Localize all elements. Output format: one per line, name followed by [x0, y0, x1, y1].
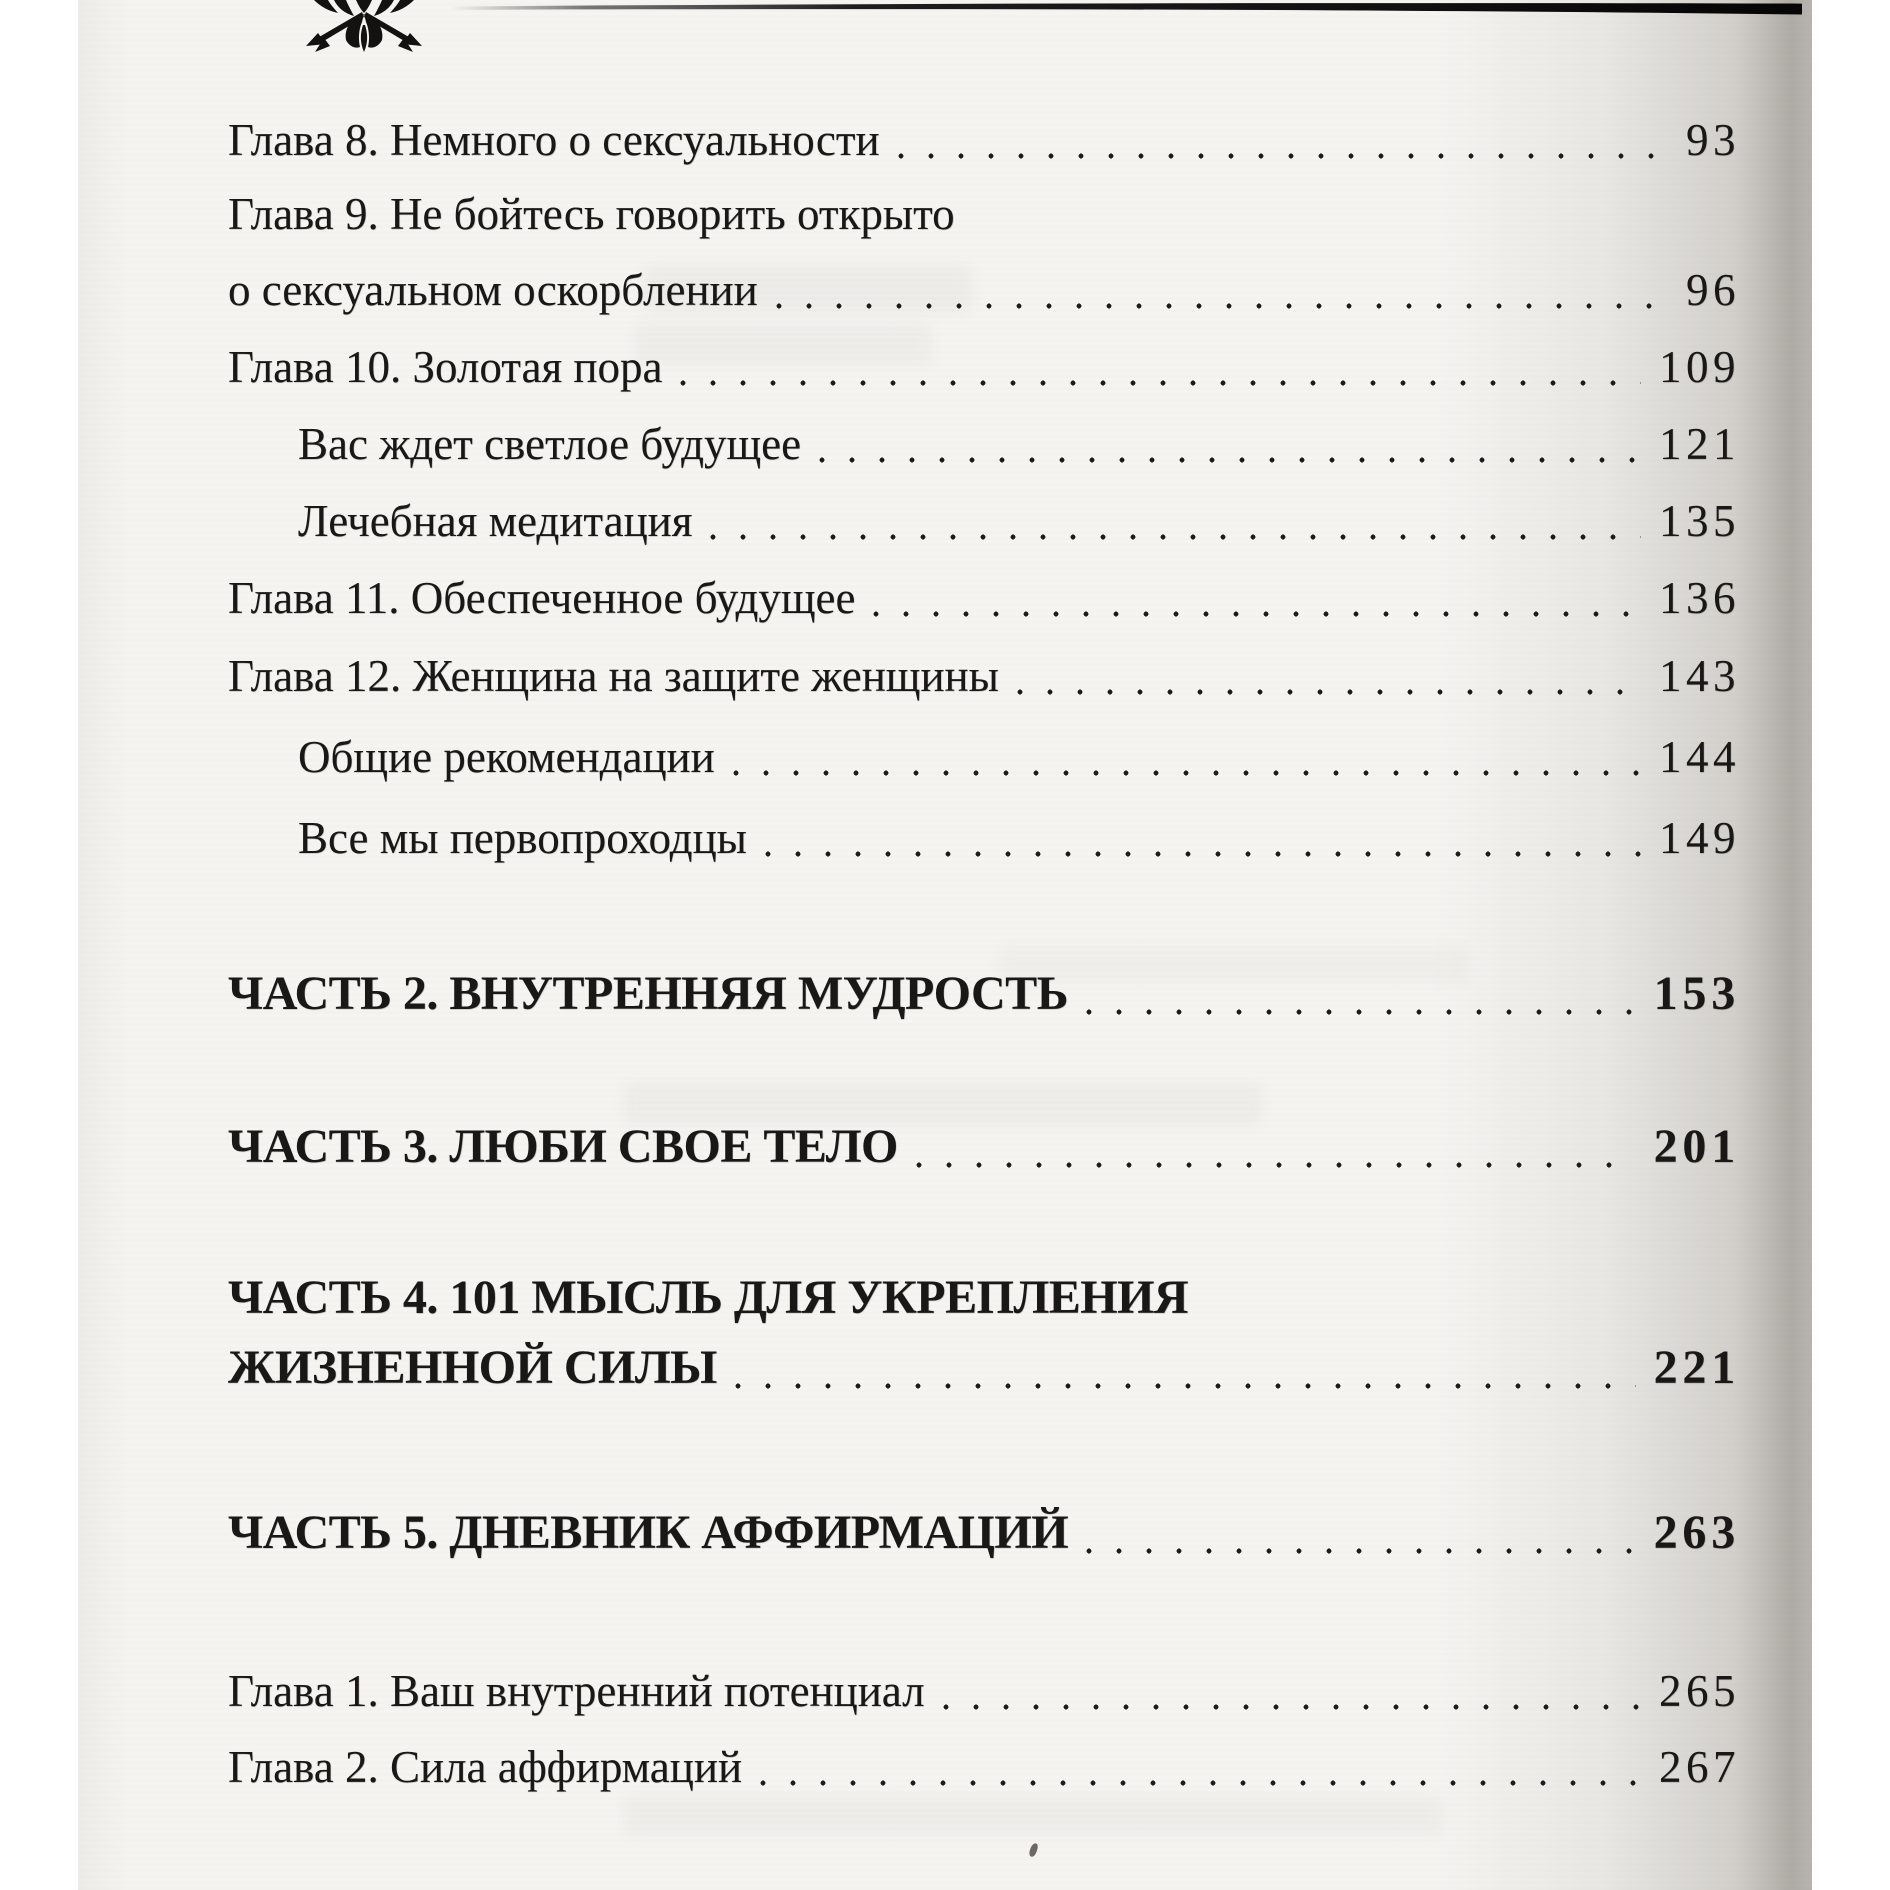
toc-entry-label: Глава 11. Обеспеченное будущее	[228, 573, 856, 623]
dot-leader	[704, 491, 1641, 551]
dot-leader	[729, 1338, 1636, 1398]
toc-entry-label: Общие рекомендации	[298, 732, 715, 782]
dot-leader	[892, 110, 1668, 170]
toc-page-number: 144	[1659, 732, 1740, 782]
dot-leader	[867, 568, 1641, 628]
toc-row	[228, 568, 1740, 628]
toc-row	[228, 727, 1740, 787]
toc-row	[228, 1117, 1740, 1177]
toc-row	[228, 184, 1740, 244]
toc-page-number: 153	[1653, 967, 1740, 1020]
toc-page-number: 93	[1686, 115, 1740, 165]
toc-entry-label: о сексуальном оскорблении	[228, 265, 758, 315]
toc-entry-label: ЧАСТЬ 4. 101 МЫСЛЬ ДЛЯ УКРЕПЛЕНИЯ	[228, 1271, 1189, 1324]
toc-entry-label: Глава 2. Сила аффирмаций	[228, 1742, 743, 1792]
toc-entry-label: Глава 1. Ваш внутренний потенциал	[228, 1666, 925, 1716]
dot-leader	[754, 1737, 1641, 1797]
toc-entry-label: ЧАСТЬ 3. ЛЮБИ СВОЕ ТЕЛО	[228, 1120, 898, 1173]
toc-page-number: 265	[1659, 1666, 1740, 1716]
toc-entry-label: ЖИЗНЕННОЙ СИЛЫ	[228, 1341, 717, 1394]
toc-row	[228, 1503, 1740, 1563]
toc-page-number: 109	[1659, 342, 1740, 392]
toc-entry-label: Все мы первопроходцы	[298, 813, 747, 863]
toc-row	[228, 260, 1740, 320]
dot-leader	[937, 1661, 1641, 1721]
dot-leader	[727, 727, 1641, 787]
toc-row	[228, 110, 1740, 170]
dot-leader	[770, 260, 1668, 320]
toc-entry-label: ЧАСТЬ 2. ВНУТРЕННЯЯ МУДРОСТЬ	[228, 967, 1068, 1020]
toc-row	[228, 337, 1740, 397]
toc-page-number: 149	[1659, 813, 1740, 863]
toc-page-number: 263	[1653, 1506, 1740, 1559]
toc-row	[228, 964, 1740, 1024]
toc-row	[228, 808, 1740, 868]
scanned-book-page	[78, 0, 1812, 1890]
toc-row	[228, 1338, 1740, 1398]
toc-entry-label: Лечебная медитация	[298, 496, 693, 546]
toc-row	[228, 491, 1740, 551]
toc-page-number: 96	[1686, 265, 1740, 315]
dot-leader	[1011, 646, 1641, 706]
dot-leader	[813, 414, 1641, 474]
toc-entry-label: Глава 10. Золотая пора	[228, 342, 663, 392]
dot-leader	[674, 337, 1641, 397]
toc-page-number: 221	[1653, 1341, 1740, 1394]
dot-leader	[1080, 964, 1636, 1024]
toc-page-number: 135	[1659, 496, 1740, 546]
dot-leader	[910, 1117, 1636, 1177]
dot-leader	[1080, 1503, 1636, 1563]
toc-page-number: 201	[1653, 1120, 1740, 1173]
toc-row	[228, 646, 1740, 706]
toc-entry-label: Глава 12. Женщина на защите женщины	[228, 651, 999, 701]
toc-entry-label: Глава 8. Немного о сексуальности	[228, 115, 880, 165]
table-of-contents	[228, 0, 1740, 1890]
dot-leader	[759, 808, 1641, 868]
toc-page-number: 267	[1659, 1742, 1740, 1792]
toc-entry-label: Вас ждет светлое будущее	[298, 419, 802, 469]
toc-row	[228, 414, 1740, 474]
toc-row	[228, 1661, 1740, 1721]
toc-row	[228, 1737, 1740, 1797]
toc-page-number: 136	[1659, 573, 1740, 623]
toc-entry-label: ЧАСТЬ 5. ДНЕВНИК АФФИРМАЦИЙ	[228, 1506, 1069, 1559]
toc-page-number: 121	[1659, 419, 1740, 469]
toc-entry-label: Глава 9. Не бойтесь говорить открыто	[228, 189, 955, 239]
toc-row	[228, 1268, 1740, 1328]
toc-page-number: 143	[1659, 651, 1740, 701]
